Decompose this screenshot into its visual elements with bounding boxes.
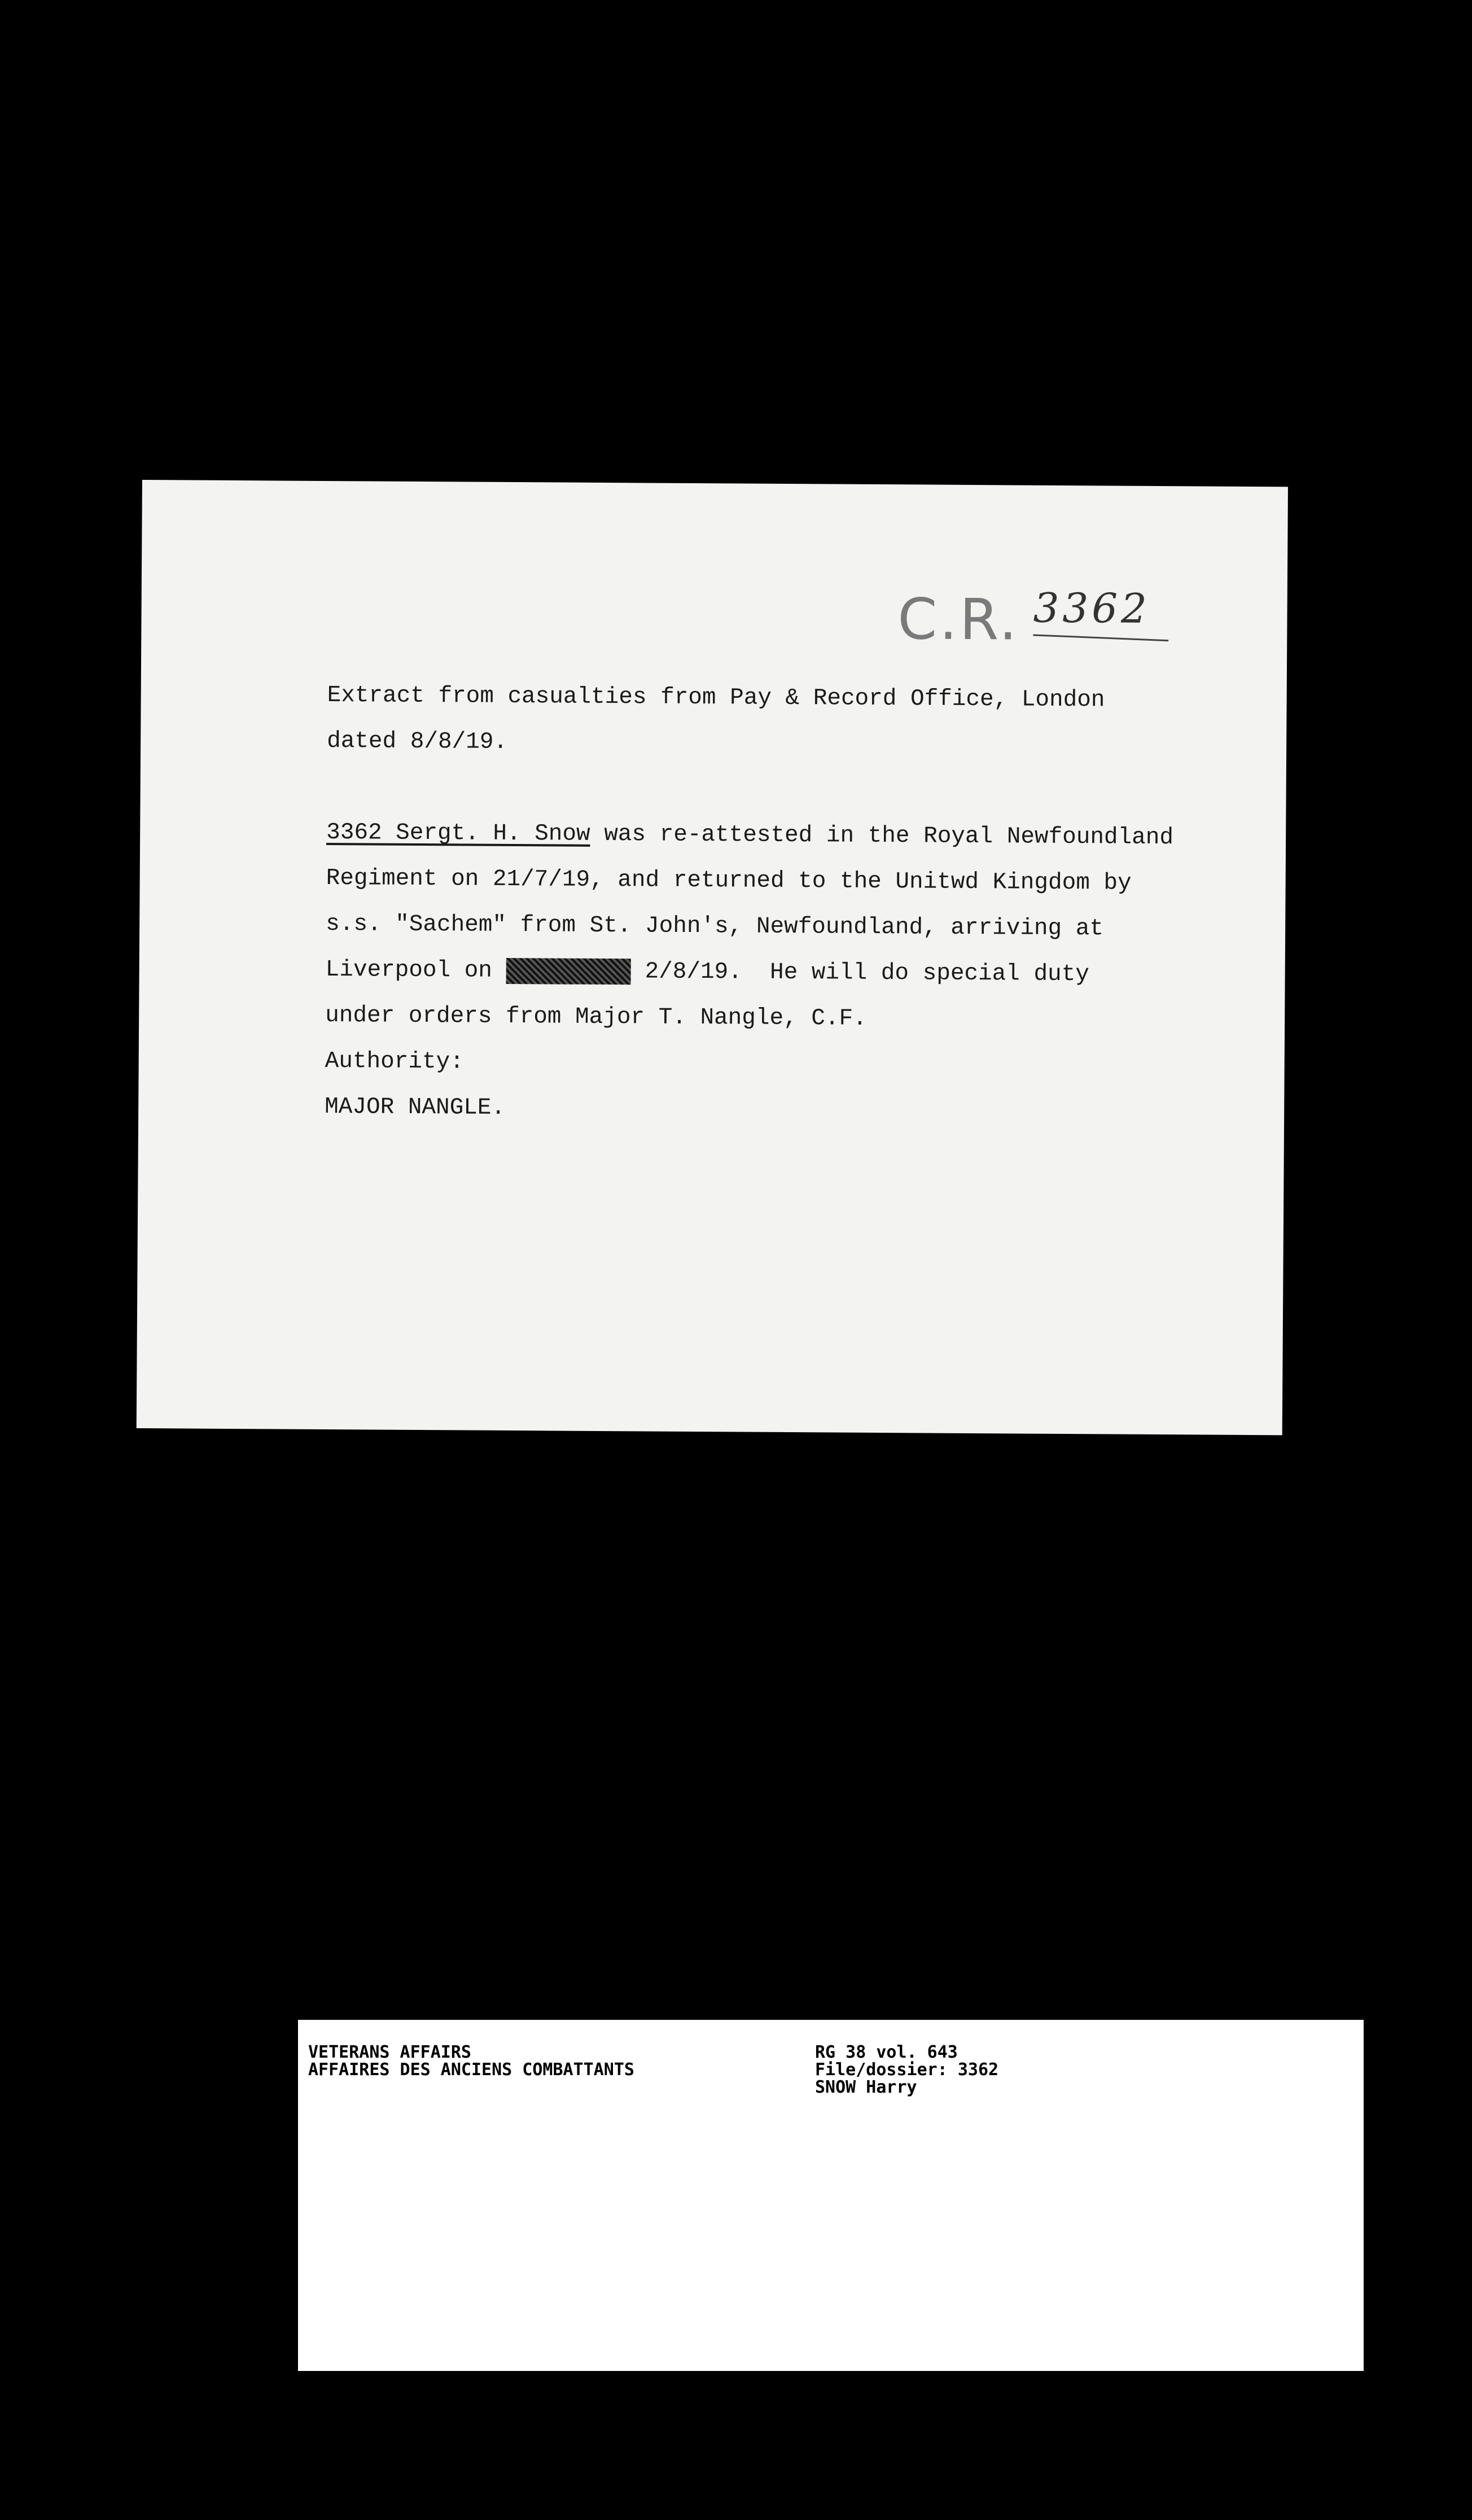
stamp-underline [1033, 634, 1168, 641]
line-8: under orders from Major T. Nangle, C.F. [325, 1002, 867, 1032]
line-7-end: 2/8/19. He will do special duty [645, 959, 1090, 988]
label-left [308, 2044, 634, 2079]
label-right-line-2: File/dossier: 3362 [815, 2060, 999, 2080]
label-right-line-3: SNOW Harry [815, 2077, 917, 2097]
stamp-number: 3362 [1033, 584, 1151, 632]
line-5: Regiment on 21/7/19, and returned to the Unitwd Kingdom by [326, 865, 1132, 896]
line-4-rest: was re-attested in the Royal Newfoundland [590, 821, 1174, 851]
archive-label [298, 2020, 1364, 2371]
label-left-line-2: AFFAIRES DES ANCIENS COMBATTANTS [308, 2060, 634, 2080]
line-9: Authority: [325, 1048, 464, 1075]
label-left-line-1: VETERANS AFFAIRS [308, 2042, 471, 2062]
stamp-prefix: C.R. [897, 586, 1020, 653]
line-10: MAJOR NANGLE. [325, 1093, 506, 1121]
line-2: dated 8/8/19. [327, 728, 508, 755]
line-4 [326, 810, 1207, 861]
label-right-line-1: RG 38 vol. 643 [815, 2042, 958, 2062]
underlined-name: 3362 Sergt. H. Snow [326, 820, 590, 847]
document-card [137, 480, 1288, 1435]
line-7-start: Liverpool on [325, 957, 493, 984]
paragraph-gap [326, 764, 1207, 816]
line-6: s.s. "Sachem" from St. John's, Newfoundland, arriving at [326, 911, 1104, 942]
typed-text [325, 673, 1208, 1136]
line-1: Extract from casualties from Pay & Record Office, London [327, 683, 1105, 714]
label-right [815, 2044, 998, 2096]
line-7 [325, 947, 1206, 999]
struck-word [506, 958, 631, 985]
